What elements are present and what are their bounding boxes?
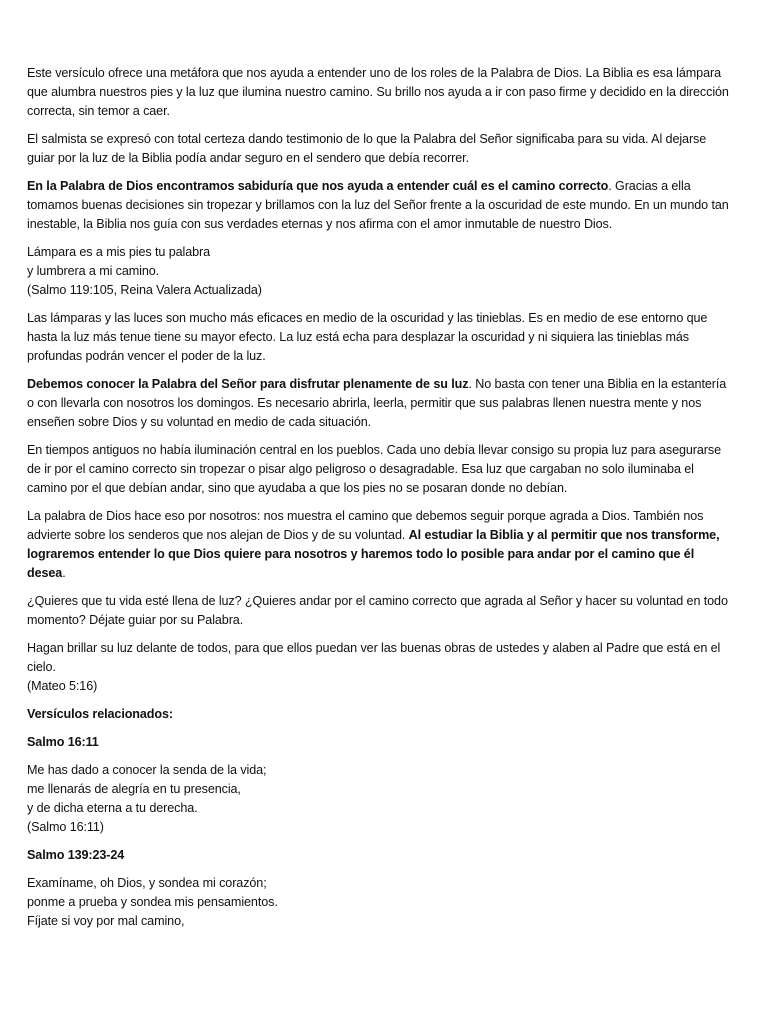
salmo-16-heading: Salmo 16:11 bbox=[27, 735, 99, 749]
paragraph-lamparas-text: Las lámparas y las luces son mucho más eficaces en medio de la oscuridad y las tinieblas. Es en medio de ese entorno que hasta la luz más tenue tiene su mayor efecto. La luz está echa para desplazar la oscuridad y ni siquiera las tinieblas más profundas podrán vencer el poder de la luz. bbox=[27, 311, 708, 363]
paragraph-conocer bbox=[27, 375, 732, 432]
verse-salmo-16-reference: (Salmo 16:11) bbox=[27, 820, 104, 834]
paragraph-conocer-bold: Debemos conocer la Palabra del Señor para disfrutar plenamente de su luz bbox=[27, 377, 469, 391]
verse-salmo-139-line-3: Fíjate si voy por mal camino, bbox=[27, 914, 185, 928]
paragraph-sabiduria bbox=[27, 177, 732, 234]
verse-salmo-16-line-1: Me has dado a conocer la senda de la vida; bbox=[27, 763, 267, 777]
verse-salmo-16-line-3: y de dicha eterna a tu derecha. bbox=[27, 801, 198, 815]
paragraph-palabra-de-dios bbox=[27, 507, 732, 583]
document-page bbox=[27, 64, 732, 940]
verse-mateo-5 bbox=[27, 639, 732, 696]
verse-mateo-5-text: Hagan brillar su luz delante de todos, para que ellos puedan ver las buenas obras de ustedes y alaben al Padre que está en el cielo. bbox=[27, 641, 721, 674]
verse-salmo-139-line-1: Examíname, oh Dios, y sondea mi corazón; bbox=[27, 876, 267, 890]
paragraph-salmista bbox=[27, 130, 732, 168]
verse-mateo-5-reference: (Mateo 5:16) bbox=[27, 679, 98, 693]
verse-salmo-119-line-1: Lámpara es a mis pies tu palabra bbox=[27, 245, 211, 259]
verse-salmo-119-reference: (Salmo 119:105, Reina Valera Actualizada) bbox=[27, 283, 262, 297]
paragraph-conocer-rest: . No basta con tener una Biblia en la estantería o con llevarla con nosotros los domingos. Es necesario abrirla, leerla, permitir que sus palabras llenen nuestra mente y nos enseñen sobre Dios y su voluntad en medio de cada situación. bbox=[27, 377, 727, 429]
verse-salmo-139-line-2: ponme a prueba y sondea mis pensamientos. bbox=[27, 895, 278, 909]
paragraph-intro-text: Este versículo ofrece una metáfora que nos ayuda a entender uno de los roles de la Palabra de Dios. La Biblia es esa lámpara que alumbra nuestros pies y la luz que ilumina nuestro camino. Su brillo nos ayuda a ir con paso firme y decidido en la dirección correcta, sin temor a caer. bbox=[27, 66, 729, 118]
paragraph-sabiduria-rest: . Gracias a ella tomamos buenas decisiones sin tropezar y brillamos con la luz del Señor frente a la oscuridad de este mundo. En un mundo tan inestable, la Biblia nos guía con sus verdades eternas y nos afirma con el amor inmutable de nuestro Dios. bbox=[27, 179, 729, 231]
paragraph-preguntas bbox=[27, 592, 732, 630]
paragraph-tiempos-antiguos-text: En tiempos antiguos no había iluminación central en los pueblos. Cada uno debía llevar consigo su propia luz para asegurarse de ir por el camino correcto sin tropezar o pisar algo peligroso o desagradable. Esa luz que cargaban no solo iluminaba el camino por el que debían andar, sino que ayudaba a que los pies no se posaran donde no debían. bbox=[27, 443, 721, 495]
paragraph-sabiduria-bold: En la Palabra de Dios encontramos sabiduría que nos ayuda a entender cuál es el camino correcto bbox=[27, 179, 609, 193]
paragraph-palabra-de-dios-start: La palabra de Dios hace eso por nosotros: nos muestra el camino que debemos seguir porque agrada a Dios. También nos advierte sobre los senderos que nos alejan de Dios y de su voluntad. bbox=[27, 509, 704, 542]
paragraph-preguntas-text: ¿Quieres que tu vida esté llena de luz? ¿Quieres andar por el camino correcto que agrada al Señor y hacer su voluntad en todo momento? Déjate guiar por su Palabra. bbox=[27, 594, 728, 627]
verse-salmo-139 bbox=[27, 874, 732, 931]
paragraph-intro bbox=[27, 64, 732, 121]
salmo-139-heading: Salmo 139:23-24 bbox=[27, 848, 125, 862]
paragraph-lamparas bbox=[27, 309, 732, 366]
paragraph-palabra-de-dios-bold: Al estudiar la Biblia y al permitir que nos transforme, lograremos entender lo que Dios quiere para nosotros y haremos todo lo posible para andar por el camino que él desea bbox=[27, 528, 720, 580]
verse-salmo-119-line-2: y lumbrera a mi camino. bbox=[27, 264, 160, 278]
paragraph-tiempos-antiguos bbox=[27, 441, 732, 498]
related-verses-heading: Versículos relacionados: bbox=[27, 707, 173, 721]
verse-salmo-16 bbox=[27, 761, 732, 837]
paragraph-salmista-text: El salmista se expresó con total certeza dando testimonio de lo que la Palabra del Señor significaba para su vida. Al dejarse guiar por la luz de la Biblia podía andar seguro en el sendero que debía recorrer. bbox=[27, 132, 707, 165]
verse-salmo-119 bbox=[27, 243, 732, 300]
verse-salmo-16-line-2: me llenarás de alegría en tu presencia, bbox=[27, 782, 241, 796]
paragraph-palabra-de-dios-end: . bbox=[62, 566, 66, 580]
